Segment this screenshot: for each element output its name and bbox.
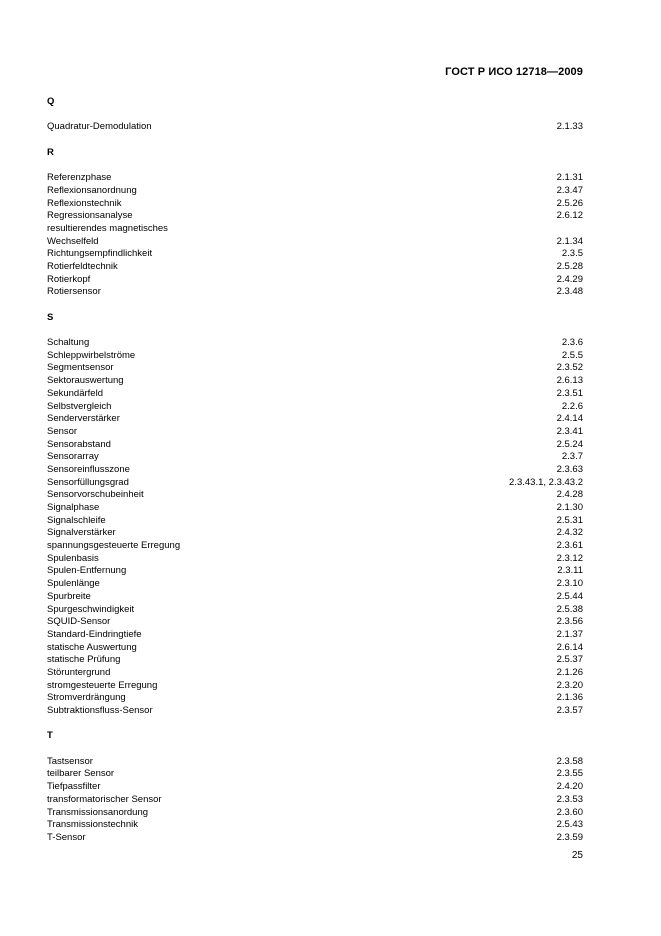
index-entry (47, 705, 583, 718)
index-entry (47, 477, 583, 490)
page-number: 25 (571, 850, 583, 861)
index-term: stromgesteuerte Erregung (47, 679, 158, 691)
index-term: Wechselfeld (47, 235, 99, 247)
index-term: Stromverdrängung (47, 692, 126, 704)
index-entry (47, 692, 583, 705)
index-entry (47, 629, 583, 642)
index-entry (47, 210, 583, 223)
index-term: statische Auswertung (47, 641, 137, 653)
index-reference: 2.5.24 (556, 438, 583, 450)
index-entry (47, 591, 583, 604)
index-term: teilbarer Sensor (47, 768, 115, 780)
entries-list (47, 172, 583, 299)
index-reference: 2.6.14 (556, 641, 583, 653)
index-term: Transmissionstechnik (47, 819, 138, 831)
index-term: Richtungsempfindlichkeit (47, 248, 153, 260)
index-entry (47, 223, 583, 236)
index-entry (47, 198, 583, 211)
index-entry (47, 426, 583, 439)
index-section-q (47, 96, 583, 134)
index-reference: 2.3.55 (556, 768, 583, 780)
index-entry (47, 616, 583, 629)
section-letter: R (47, 146, 54, 158)
index-entry (47, 337, 583, 350)
index-entry (47, 413, 583, 426)
index-term: Tastsensor (47, 755, 93, 767)
index-reference: 2.1.30 (556, 502, 583, 513)
index-entry (47, 185, 583, 198)
index-reference: 2.4.28 (556, 489, 583, 501)
index-reference: 2.3.6 (561, 337, 583, 349)
index-term: Spulenbasis (47, 552, 99, 564)
index-section-r (47, 147, 583, 299)
index-term: Rotiersensor (47, 286, 101, 298)
index-reference: 2.3.51 (556, 387, 583, 399)
index-reference: 2.5.31 (556, 514, 583, 526)
index-entry (47, 807, 583, 820)
index-reference: 2.3.11 (557, 565, 583, 577)
index-entry (47, 794, 583, 807)
index-reference: 2.1.36 (556, 692, 583, 704)
index-reference: 2.3.53 (556, 793, 583, 805)
index-term: Rotierfeldtechnik (47, 260, 118, 272)
index-term: Reflexionsanordnung (47, 184, 137, 196)
index-reference: 2.3.20 (556, 679, 583, 691)
index-term: Sekundärfeld (47, 387, 103, 399)
index-term: Signalphase (47, 502, 100, 513)
index-reference: 2.4.14 (556, 413, 583, 425)
entries-list (47, 756, 583, 845)
index-entry (47, 515, 583, 528)
section-letter: Q (47, 96, 55, 107)
index-reference: 2.6.13 (556, 375, 583, 387)
index-entry (47, 451, 583, 464)
index-entry (47, 362, 583, 375)
index-entry (47, 819, 583, 832)
index-term: Schleppwirbelströme (47, 349, 136, 361)
index-entry (47, 642, 583, 655)
index-term: Subtraktionsfluss-Sensor (47, 705, 153, 716)
index-entry (47, 439, 583, 452)
index-entry (47, 286, 583, 299)
index-reference: 2.3.47 (556, 184, 583, 196)
section-letter: T (47, 730, 53, 742)
index-entry (47, 604, 583, 617)
index-section-t (47, 730, 583, 844)
index-reference: 2.3.10 (556, 578, 583, 590)
index-entry (47, 553, 583, 566)
index-term: Rotierkopf (47, 273, 91, 285)
index-reference: 2.3.60 (556, 806, 583, 818)
index-reference: 2.2.6 (561, 400, 583, 412)
index-reference: 2.1.34 (556, 235, 583, 247)
index-term: Transmissionsanordung (47, 806, 149, 818)
index-reference: 2.3.58 (556, 755, 583, 767)
index-term: Segmentsensor (47, 362, 114, 374)
index-term: spannungsgesteuerte Erregung (47, 540, 181, 552)
index-entry (47, 654, 583, 667)
index-reference: 2.6.12 (556, 210, 583, 222)
index-term: Quadratur-Demodulation (47, 121, 152, 133)
index-term: Sensorarray (47, 451, 99, 463)
index-term: Signalverstärker (47, 527, 116, 539)
index-term: Sensorabstand (47, 438, 111, 450)
index-entry (47, 756, 583, 769)
index-entry (47, 768, 583, 781)
index-entry (47, 667, 583, 680)
index-term: Senderverstärker (47, 413, 120, 425)
index-term: Sensorvorschubeinheit (47, 489, 144, 501)
index-term: Sensoreinflusszone (47, 463, 130, 475)
index-term: Referenzphase (47, 172, 112, 184)
index-entry (47, 401, 583, 414)
index-reference: 2.3.12 (556, 552, 583, 564)
index-term: T-Sensor (47, 831, 86, 843)
index-term: resultierendes magnetisches (47, 222, 168, 234)
index-reference: 2.3.57 (556, 705, 583, 716)
index-entry (47, 388, 583, 401)
entries-list (47, 121, 583, 134)
index-reference: 2.1.31 (556, 172, 583, 184)
index-term: Reflexionstechnik (47, 197, 122, 209)
index-reference: 2.5.44 (556, 590, 583, 602)
index-entry (47, 464, 583, 477)
index-reference: 2.5.28 (556, 260, 583, 272)
index-reference: 2.5.38 (556, 603, 583, 615)
entries-list (47, 337, 583, 718)
index-term: Spulen-Entfernung (47, 565, 127, 577)
index-reference: 2.3.56 (556, 616, 583, 628)
index-reference: 2.3.48 (556, 286, 583, 298)
index-reference: 2.4.32 (556, 527, 583, 539)
alphabetical-index (47, 96, 583, 845)
index-entry (47, 350, 583, 363)
index-entry (47, 274, 583, 287)
index-entry (47, 489, 583, 502)
section-letter: S (47, 311, 54, 323)
index-term: Selbstvergleich (47, 400, 112, 412)
index-reference: 2.1.26 (556, 666, 583, 678)
index-term: Sensorfüllungsgrad (47, 476, 129, 488)
index-entry (47, 121, 583, 134)
index-entry (47, 565, 583, 578)
index-entry (47, 540, 583, 553)
index-entry (47, 578, 583, 591)
index-reference: 2.3.43.1, 2.3.43.2 (509, 476, 583, 488)
index-term: transformatorischer Sensor (47, 793, 162, 805)
index-entry (47, 527, 583, 540)
index-section-s (47, 312, 583, 718)
index-entry (47, 172, 583, 185)
index-term: Tiefpassfilter (47, 781, 101, 793)
index-reference: 2.3.61 (556, 540, 583, 552)
index-entry (47, 832, 583, 845)
index-reference: 2.5.43 (556, 819, 583, 831)
index-term: Sensor (47, 425, 78, 437)
index-reference: 2.3.5 (561, 248, 583, 260)
index-term: Sektorauswertung (47, 375, 124, 387)
index-entry (47, 781, 583, 794)
index-reference: 2.5.37 (556, 654, 583, 666)
index-term: Schaltung (47, 337, 90, 349)
index-reference: 2.1.33 (556, 121, 583, 133)
index-reference: 2.3.63 (556, 463, 583, 475)
index-entry (47, 248, 583, 261)
document-header: ГОСТ Р ИСО 12718—2009 (445, 66, 583, 78)
index-reference: 2.3.41 (556, 425, 583, 437)
index-entry (47, 261, 583, 274)
index-term: Signalschleife (47, 514, 106, 526)
index-term: SQUID-Sensor (47, 616, 111, 628)
index-term: Spurbreite (47, 590, 91, 602)
index-reference: 2.5.26 (556, 197, 583, 209)
index-reference: 2.5.5 (561, 349, 583, 361)
index-entry (47, 375, 583, 388)
index-term: Standard-Eindringtiefe (47, 628, 142, 640)
index-reference: 2.4.20 (556, 781, 583, 793)
index-reference: 2.1.37 (556, 628, 583, 640)
index-term: Spulenlänge (47, 578, 100, 590)
index-entry (47, 502, 583, 515)
index-reference: 2.3.52 (556, 362, 583, 374)
index-reference: 2.4.29 (556, 273, 583, 285)
index-term: statische Prüfung (47, 654, 121, 666)
index-term: Störuntergrund (47, 666, 111, 678)
index-entry (47, 680, 583, 693)
index-entry (47, 236, 583, 249)
index-reference: 2.3.7 (561, 451, 583, 463)
index-reference: 2.3.59 (556, 831, 583, 843)
index-term: Spurgeschwindigkeit (47, 603, 135, 615)
index-term: Regressionsanalyse (47, 210, 133, 222)
